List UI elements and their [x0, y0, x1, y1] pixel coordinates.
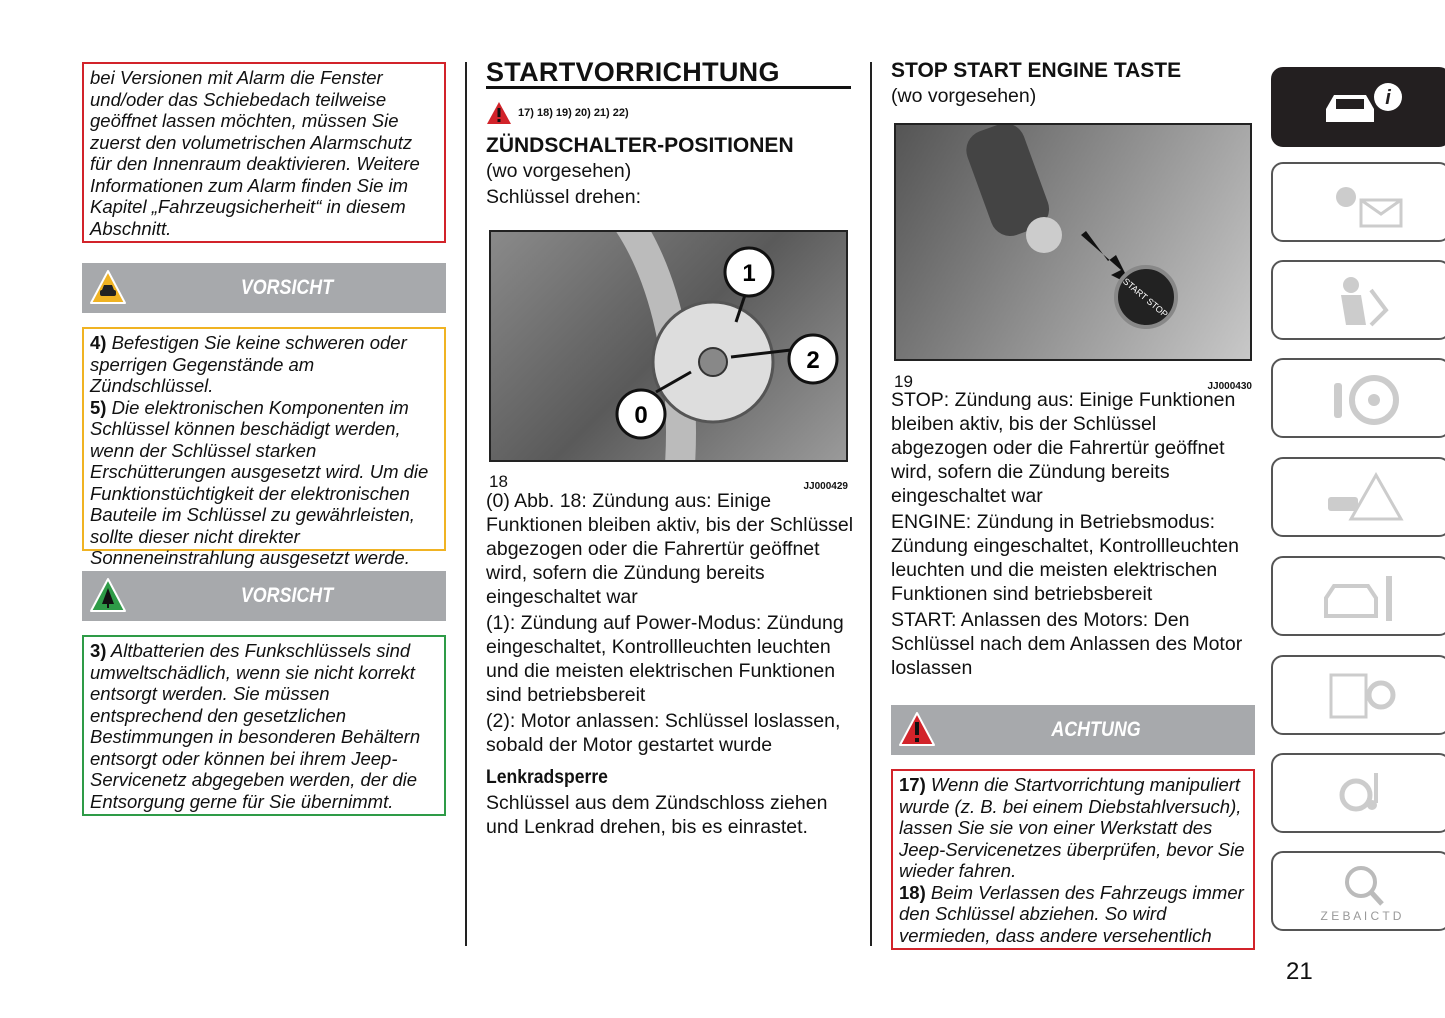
index-search-icon [1306, 858, 1416, 924]
caution-box-2 [82, 635, 446, 816]
section-title: STARTVORRICHTUNG [486, 58, 851, 89]
warning-header [891, 705, 1255, 755]
alarm-note-text: bei Versionen mit Alarm die Fenster und/oder das Schiebedach teilweise geöffnet lassen möchten, müssen Sie zuerst den volumetrischen Alarmschutz für den Innenraum deaktivieren. Weitere Informationen zum Alarm finden Sie im Kapitel „Fahrzeugsicherheit“ in diesem Abschnitt. [90, 67, 420, 239]
column-divider [870, 62, 872, 946]
item-text: Wenn die Startvorrichtung manipuliert wurde (z. B. bei einem Diebstahlversuch), lassen Sie sie von einer Werkstatt des Jeep-Servicenetzes überprüfen, bevor Sie wieder fahren. [899, 774, 1245, 881]
caution-item [90, 332, 438, 397]
tab-emergency[interactable] [1271, 556, 1445, 636]
alarm-note [82, 62, 446, 243]
item-text: Beim Verlassen des Fahrzeugs immer den Schlüssel abziehen. So wird vermieden, dass andere versehentlich [899, 881, 1244, 946]
warning-triangle-icon [486, 101, 512, 125]
instruction: Schlüssel drehen: [486, 186, 642, 208]
paragraph: ENGINE: Zündung in Betriebsmodus: Zündung eingeschaltet, Kontrollleuchten leuchten und die meisten elektrischen Funktionen sind betriebsbereit [891, 511, 1239, 605]
figure-code: JJ000430 [1207, 381, 1252, 392]
caution-item [90, 397, 438, 569]
page-number: 21 [1286, 958, 1313, 985]
refs-links[interactable]: 17) 18) 19) 20) 21) 22) [518, 107, 629, 119]
position-label-2: 2 [806, 347, 820, 374]
caution-title: VORSICHT [240, 584, 334, 607]
start-stop-label: START STOP [1120, 276, 1170, 320]
paragraph: START: Anlassen des Motors: Den Schlüssel nach dem Anlassen des Motor loslassen [891, 609, 1243, 679]
warning-triangle-icon [897, 710, 937, 750]
item-number: 4) [90, 332, 107, 353]
paragraph: (1): Zündung auf Power-Modus: Zündung eingeschaltet, Kontrollleuchten leuchten und die meisten elektrischen Funktionen sind betriebsbereit [486, 612, 844, 706]
tab-lights-messages[interactable] [1271, 162, 1445, 242]
ignition-illustration [491, 232, 848, 462]
right-body [891, 388, 1256, 682]
item-number: 17) [899, 774, 926, 795]
tab-car-info[interactable] [1271, 67, 1445, 147]
warning-item [899, 882, 1247, 947]
caution-box-1 [82, 327, 446, 568]
caution-item [90, 640, 438, 812]
tab-warning-lights[interactable] [1271, 457, 1445, 537]
figure-number: 19 [894, 372, 913, 391]
svg-text:i: i [1385, 87, 1391, 109]
right-column-header [891, 58, 1256, 110]
document-gear-icon [1316, 665, 1406, 725]
middle-body [486, 489, 854, 841]
lock-title: Lenkradsperre [486, 766, 608, 788]
figure-code: JJ000429 [803, 481, 848, 492]
warning-title: ACHTUNG [1051, 718, 1141, 741]
column-divider [465, 62, 467, 946]
car-wrench-icon [1316, 566, 1406, 626]
lights-messages-icon [1316, 172, 1406, 232]
caution-header-1 [82, 263, 446, 313]
item-text: Die elektronischen Komponenten im Schlüssel können beschädigt werden, wenn der Schlüssel starken Erschütterungen ausgesetzt wird. Um die Funktionstüchtigkeit der elektronischen Bauteile im Schlüssel zu gewährleisten, sollte dieser nicht direkter Sonneneinstrahlung ausgesetzt werde. [90, 396, 429, 568]
section-title: STOP START ENGINE TASTE [891, 59, 1182, 82]
warning-item [899, 774, 1247, 882]
caution-title: VORSICHT [240, 276, 334, 299]
ignition-figure [489, 230, 848, 462]
tab-multimedia[interactable] [1271, 753, 1445, 833]
paragraph: STOP: Zündung aus: Einige Funktionen bleiben aktiv, bis der Schlüssel abgezogen oder die Fahrertür geöffnet wird, sofern die Zündung bereits eingeschaltet war [891, 389, 1236, 507]
middle-column [486, 58, 851, 211]
start-button-figure [894, 123, 1252, 361]
safety-icon [1316, 270, 1406, 330]
item-number: 18) [899, 881, 926, 903]
item-number: 5) [90, 396, 107, 418]
position-label-0: 0 [634, 402, 648, 429]
caution-header-2 [82, 571, 446, 621]
tab-maintenance[interactable] [1271, 655, 1445, 735]
availability-note: (wo vorgesehen) [486, 160, 632, 182]
warning-refs [486, 101, 851, 125]
item-text: Befestigen Sie keine schweren oder sperrigen Gegenstände am Zündschlüssel. [90, 332, 407, 396]
item-number: 3) [90, 640, 107, 661]
paragraph: (0) Abb. 18: Zündung aus: Einige Funktionen bleiben aktiv, bis der Schlüssel abgezogen oder die Fahrertür geöffnet wird, sofern die Zündung bereits eingeschaltet war [486, 490, 854, 608]
subsection-title: ZÜNDSCHALTER-POSITIONEN [486, 134, 794, 157]
paragraph: (2): Motor anlassen: Schlüssel loslassen, sobald der Motor gestartet wurde [486, 710, 841, 756]
road-warning-icon [1316, 467, 1406, 527]
car-info-icon [1316, 77, 1406, 137]
index-letters: Z E B A I C T D [1320, 909, 1402, 923]
environment-icon [88, 576, 128, 616]
figure-number: 18 [489, 472, 508, 491]
item-text: Altbatterien des Funkschlüssels sind umweltschädlich, wenn sie nicht korrekt entsorgt werden. Sie müssen entsprechend den gesetzlichen Bestimmungen in besonderen Behältern entsorgt oder können bei ihrem Jeep-Servicenetz abgegeben werden, der die Entsorgung gerne für Sie übernimmt. [90, 640, 421, 812]
tab-index[interactable] [1271, 851, 1445, 931]
steering-wheel-icon [1316, 368, 1406, 428]
paragraph: Schlüssel aus dem Zündschloss ziehen und Lenkrad drehen, bis es einrastet. [486, 792, 828, 838]
warning-box [891, 769, 1255, 950]
multimedia-icon [1316, 763, 1406, 823]
car-warning-icon [88, 268, 128, 308]
tab-safety[interactable] [1271, 260, 1445, 340]
availability-note: (wo vorgesehen) [891, 85, 1037, 107]
position-label-1: 1 [742, 260, 756, 287]
tab-starting-driving[interactable] [1271, 358, 1445, 438]
start-button-illustration [896, 125, 1252, 361]
